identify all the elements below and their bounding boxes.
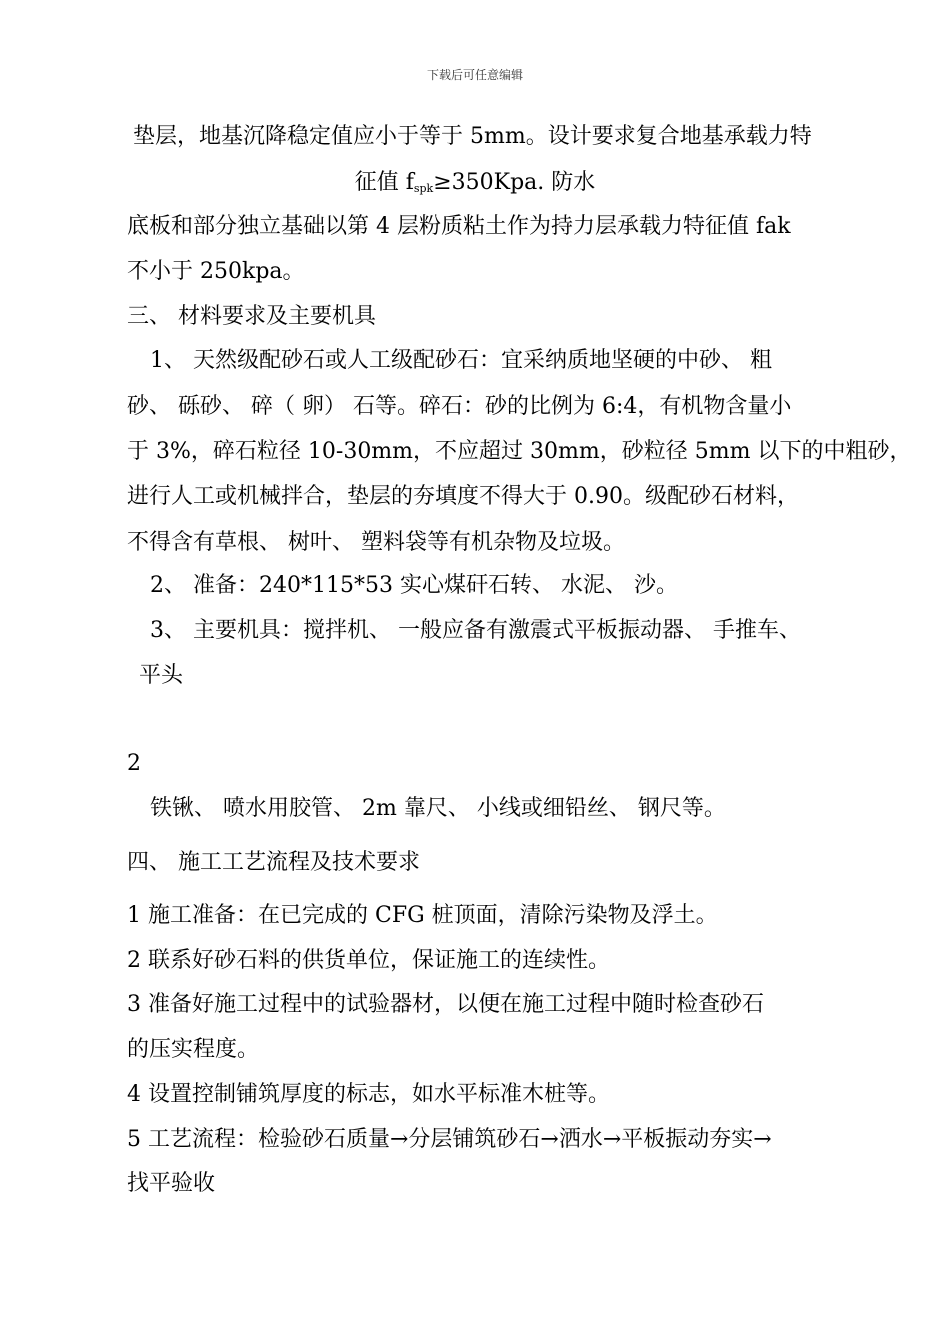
text-line: 找平验收 [127,1171,216,1196]
text-line: 于 3%，碎石粒径 10-30mm，不应超过 30mm，砂粒径 5mm 以下的中粗砂， [127,439,912,464]
text-line: 征值 $f_{spk}\ge 350Kpa$. 防水 [354,170,596,195]
text-line: 不小于 250kpa。 [127,259,305,284]
text-line: 3、 主要机具：搅拌机、 一般应备有激震式平板振动器、 手推车、 [150,618,801,643]
text-line: 垫层，地基沉降稳定值应小于等于 5mm。设计要求复合地基承载力特 [133,124,812,149]
text-line: 4 设置控制铺筑厚度的标志，如水平标准木桩等。 [127,1082,610,1107]
text-line: 5 工艺流程：检验砂石质量→分层铺筑砂石→洒水→平板振动夯实→ [127,1127,772,1152]
text-line: 的压实程度。 [127,1037,260,1062]
page-number: 2 [127,751,141,776]
text-line: 不得含有草根、 树叶、 塑料袋等有机杂物及垃圾。 [127,530,625,555]
text-line: 1 施工准备：在已完成的 CFG 桩顶面，清除污染物及浮土。 [127,903,718,928]
section-heading: 四、 施工工艺流程及技术要求 [127,850,420,875]
text-line: 1、 天然级配砂石或人工级配砂石：宜采纳质地坚硬的中砂、 粗 [150,348,772,373]
text-line: 底板和部分独立基础以第 4 层粉质粘土作为持力层承载力特征值 fak [127,214,791,239]
text-line: 2、 准备：240*115*53 实心煤矸石转、 水泥、 沙。 [150,573,678,598]
text-line: 铁锹、 喷水用胶管、 2m 靠尺、 小线或细铅丝、 钢尺等。 [150,796,726,821]
section-heading: 三、 材料要求及主要机具 [127,304,376,329]
text-line: 砂、 砾砂、 碎（ 卵） 石等。碎石：砂的比例为 6:4，有机物含量小 [127,394,792,419]
text-line: 平头 [139,663,184,688]
text-line: 2 联系好砂石料的供货单位，保证施工的连续性。 [127,948,610,973]
text-line: 3 准备好施工过程中的试验器材，以便在施工过程中随时检查砂石 [127,992,764,1017]
page-header: 下载后可任意编辑 [426,68,523,82]
text-line: 进行人工或机械拌合，垫层的夯填度不得大于 0.90。级配砂石材料， [127,484,799,509]
